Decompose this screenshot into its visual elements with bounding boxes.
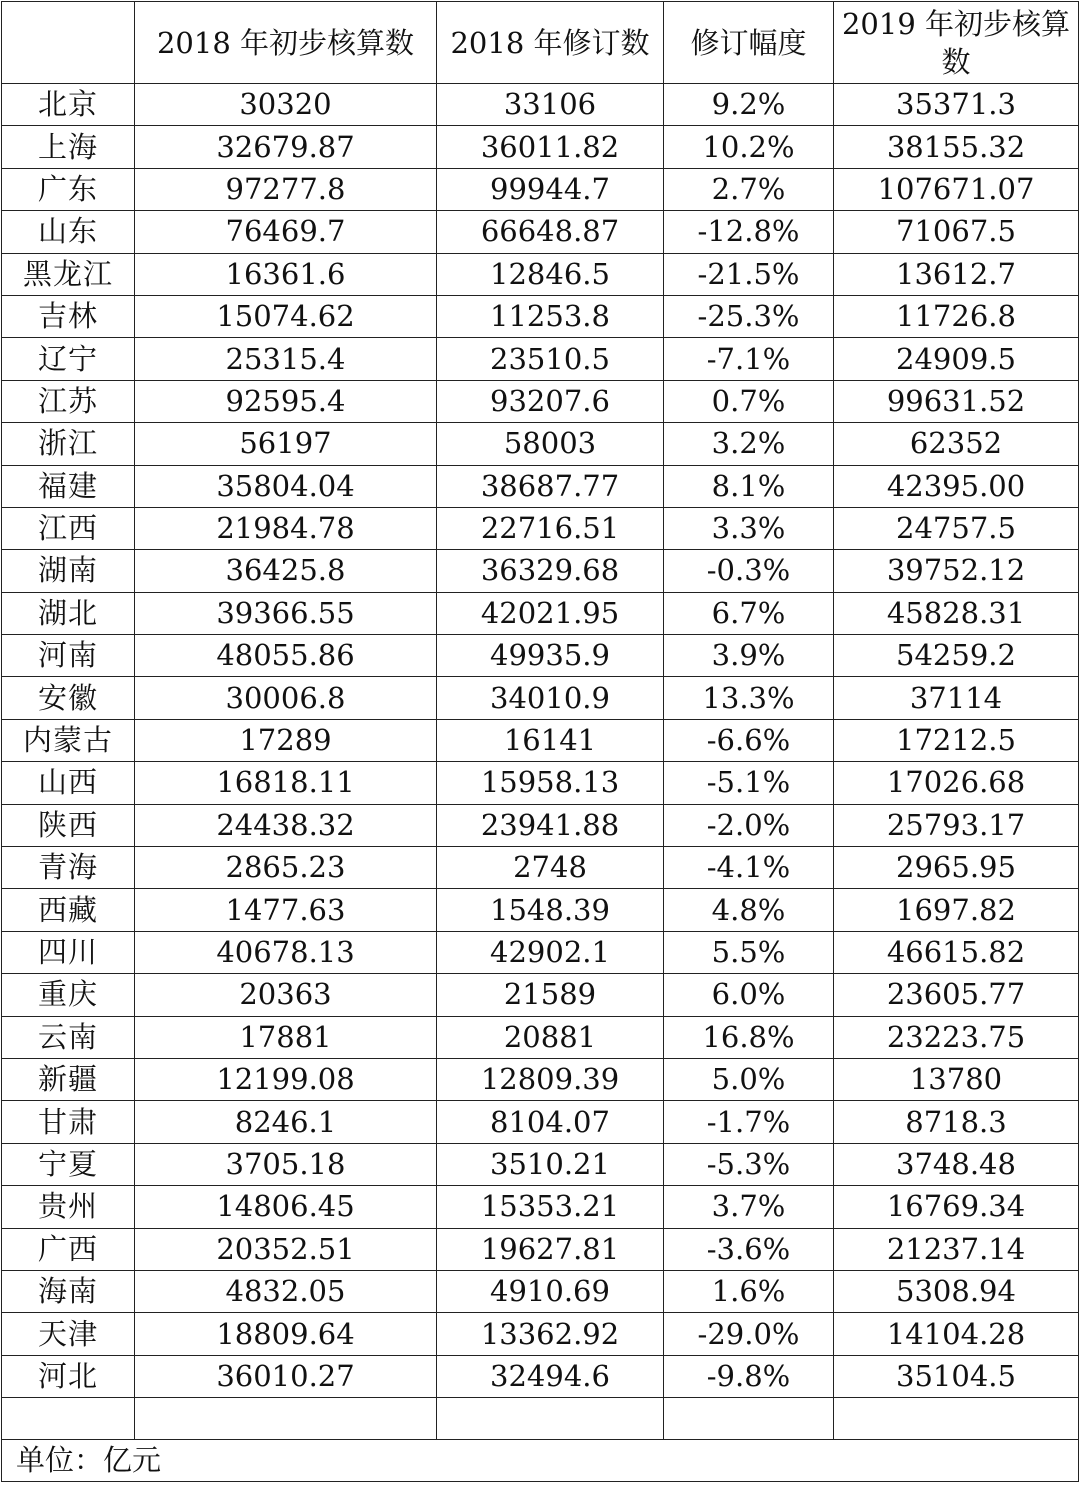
value-2018-preliminary: 76469.7 bbox=[135, 211, 437, 253]
value-2018-revised: 99944.7 bbox=[437, 168, 664, 210]
table-row bbox=[2, 550, 1079, 592]
table-row bbox=[2, 423, 1079, 465]
region-cell: 辽宁 bbox=[2, 338, 135, 380]
value-2019-preliminary: 25793.17 bbox=[834, 804, 1079, 846]
value-2018-preliminary: 14806.45 bbox=[135, 1186, 437, 1228]
table-row bbox=[2, 1058, 1079, 1100]
empty-cell bbox=[2, 1398, 135, 1440]
table-row bbox=[2, 889, 1079, 931]
region-cell: 新疆 bbox=[2, 1058, 135, 1100]
table-row bbox=[2, 465, 1079, 507]
region-cell: 广西 bbox=[2, 1228, 135, 1270]
value-revision-rate: 6.7% bbox=[664, 592, 834, 634]
value-2018-preliminary: 15074.62 bbox=[135, 295, 437, 337]
table-row bbox=[2, 1355, 1079, 1397]
region-cell: 浙江 bbox=[2, 423, 135, 465]
value-2019-preliminary: 42395.00 bbox=[834, 465, 1079, 507]
value-2018-preliminary: 97277.8 bbox=[135, 168, 437, 210]
value-revision-rate: -3.6% bbox=[664, 1228, 834, 1270]
value-2018-preliminary: 30006.8 bbox=[135, 677, 437, 719]
table-row bbox=[2, 211, 1079, 253]
header-2018-revised: 2018 年修订数 bbox=[437, 2, 664, 84]
value-revision-rate: -0.3% bbox=[664, 550, 834, 592]
value-revision-rate: 3.3% bbox=[664, 507, 834, 549]
value-2018-revised: 3510.21 bbox=[437, 1143, 664, 1185]
value-revision-rate: 1.6% bbox=[664, 1270, 834, 1312]
table-row bbox=[2, 1270, 1079, 1312]
value-revision-rate: 13.3% bbox=[664, 677, 834, 719]
value-2018-revised: 16141 bbox=[437, 719, 664, 761]
value-2018-preliminary: 18809.64 bbox=[135, 1313, 437, 1355]
value-revision-rate: -12.8% bbox=[664, 211, 834, 253]
header-2019-preliminary: 2019 年初步核算数 bbox=[834, 2, 1079, 84]
value-revision-rate: -7.1% bbox=[664, 338, 834, 380]
region-cell: 广东 bbox=[2, 168, 135, 210]
table-row bbox=[2, 804, 1079, 846]
value-revision-rate: -6.6% bbox=[664, 719, 834, 761]
value-2019-preliminary: 2965.95 bbox=[834, 847, 1079, 889]
value-2018-preliminary: 48055.86 bbox=[135, 635, 437, 677]
value-2019-preliminary: 23223.75 bbox=[834, 1016, 1079, 1058]
region-cell: 北京 bbox=[2, 84, 135, 126]
region-cell: 江西 bbox=[2, 507, 135, 549]
value-2018-preliminary: 21984.78 bbox=[135, 507, 437, 549]
value-2018-revised: 93207.6 bbox=[437, 380, 664, 422]
value-revision-rate: 2.7% bbox=[664, 168, 834, 210]
value-revision-rate: -5.1% bbox=[664, 762, 834, 804]
value-2018-revised: 21589 bbox=[437, 974, 664, 1016]
table-row bbox=[2, 1186, 1079, 1228]
value-revision-rate: -2.0% bbox=[664, 804, 834, 846]
value-2018-revised: 32494.6 bbox=[437, 1355, 664, 1397]
value-2018-preliminary: 32679.87 bbox=[135, 126, 437, 168]
header-revision-rate: 修订幅度 bbox=[664, 2, 834, 84]
value-2018-revised: 20881 bbox=[437, 1016, 664, 1058]
table-row bbox=[2, 1101, 1079, 1143]
table-body bbox=[2, 84, 1079, 1482]
value-2019-preliminary: 8718.3 bbox=[834, 1101, 1079, 1143]
region-cell: 海南 bbox=[2, 1270, 135, 1312]
value-revision-rate: 3.7% bbox=[664, 1186, 834, 1228]
value-revision-rate: 10.2% bbox=[664, 126, 834, 168]
table-row bbox=[2, 1143, 1079, 1185]
value-2019-preliminary: 35104.5 bbox=[834, 1355, 1079, 1397]
value-2019-preliminary: 62352 bbox=[834, 423, 1079, 465]
value-2019-preliminary: 45828.31 bbox=[834, 592, 1079, 634]
table-row bbox=[2, 931, 1079, 973]
value-2019-preliminary: 24757.5 bbox=[834, 507, 1079, 549]
value-2018-preliminary: 16361.6 bbox=[135, 253, 437, 295]
empty-cell bbox=[135, 1398, 437, 1440]
value-revision-rate: 5.0% bbox=[664, 1058, 834, 1100]
region-cell: 河南 bbox=[2, 635, 135, 677]
region-cell: 山东 bbox=[2, 211, 135, 253]
value-revision-rate: 16.8% bbox=[664, 1016, 834, 1058]
value-2018-preliminary: 20352.51 bbox=[135, 1228, 437, 1270]
region-cell: 云南 bbox=[2, 1016, 135, 1058]
value-2018-revised: 13362.92 bbox=[437, 1313, 664, 1355]
value-2019-preliminary: 35371.3 bbox=[834, 84, 1079, 126]
table-row bbox=[2, 253, 1079, 295]
value-revision-rate: 6.0% bbox=[664, 974, 834, 1016]
value-2018-revised: 15958.13 bbox=[437, 762, 664, 804]
value-revision-rate: 4.8% bbox=[664, 889, 834, 931]
value-revision-rate: 5.5% bbox=[664, 931, 834, 973]
value-2018-revised: 15353.21 bbox=[437, 1186, 664, 1228]
value-2019-preliminary: 13612.7 bbox=[834, 253, 1079, 295]
value-2018-preliminary: 2865.23 bbox=[135, 847, 437, 889]
value-2019-preliminary: 39752.12 bbox=[834, 550, 1079, 592]
region-cell: 宁夏 bbox=[2, 1143, 135, 1185]
value-revision-rate: -4.1% bbox=[664, 847, 834, 889]
value-2019-preliminary: 3748.48 bbox=[834, 1143, 1079, 1185]
table-row bbox=[2, 168, 1079, 210]
unit-note: 单位：亿元 bbox=[2, 1440, 1079, 1482]
value-2019-preliminary: 71067.5 bbox=[834, 211, 1079, 253]
value-2019-preliminary: 46615.82 bbox=[834, 931, 1079, 973]
region-cell: 青海 bbox=[2, 847, 135, 889]
value-2019-preliminary: 17212.5 bbox=[834, 719, 1079, 761]
value-2018-preliminary: 4832.05 bbox=[135, 1270, 437, 1312]
value-2018-preliminary: 8246.1 bbox=[135, 1101, 437, 1143]
value-2018-revised: 4910.69 bbox=[437, 1270, 664, 1312]
value-revision-rate: -5.3% bbox=[664, 1143, 834, 1185]
value-revision-rate: 8.1% bbox=[664, 465, 834, 507]
value-2018-revised: 38687.77 bbox=[437, 465, 664, 507]
region-cell: 黑龙江 bbox=[2, 253, 135, 295]
value-2018-revised: 33106 bbox=[437, 84, 664, 126]
value-2018-preliminary: 24438.32 bbox=[135, 804, 437, 846]
table-row bbox=[2, 762, 1079, 804]
value-revision-rate: 3.9% bbox=[664, 635, 834, 677]
region-cell: 四川 bbox=[2, 931, 135, 973]
value-2018-revised: 1548.39 bbox=[437, 889, 664, 931]
table-row bbox=[2, 1228, 1079, 1270]
region-cell: 天津 bbox=[2, 1313, 135, 1355]
table-row bbox=[2, 677, 1079, 719]
value-2019-preliminary: 5308.94 bbox=[834, 1270, 1079, 1312]
table-row bbox=[2, 635, 1079, 677]
table-row bbox=[2, 719, 1079, 761]
value-2018-revised: 66648.87 bbox=[437, 211, 664, 253]
region-cell: 福建 bbox=[2, 465, 135, 507]
value-2019-preliminary: 14104.28 bbox=[834, 1313, 1079, 1355]
value-2018-revised: 36329.68 bbox=[437, 550, 664, 592]
value-2018-preliminary: 3705.18 bbox=[135, 1143, 437, 1185]
value-2018-preliminary: 17881 bbox=[135, 1016, 437, 1058]
value-revision-rate: 9.2% bbox=[664, 84, 834, 126]
value-2018-revised: 42021.95 bbox=[437, 592, 664, 634]
region-cell: 陕西 bbox=[2, 804, 135, 846]
region-cell: 吉林 bbox=[2, 295, 135, 337]
header-2018-preliminary: 2018 年初步核算数 bbox=[135, 2, 437, 84]
region-cell: 山西 bbox=[2, 762, 135, 804]
region-cell: 江苏 bbox=[2, 380, 135, 422]
table-row bbox=[2, 380, 1079, 422]
value-2018-preliminary: 17289 bbox=[135, 719, 437, 761]
region-cell: 内蒙古 bbox=[2, 719, 135, 761]
table-row bbox=[2, 84, 1079, 126]
region-cell: 河北 bbox=[2, 1355, 135, 1397]
value-2019-preliminary: 107671.07 bbox=[834, 168, 1079, 210]
value-2018-preliminary: 39366.55 bbox=[135, 592, 437, 634]
value-2018-preliminary: 1477.63 bbox=[135, 889, 437, 931]
empty-row bbox=[2, 1398, 1079, 1440]
value-2019-preliminary: 38155.32 bbox=[834, 126, 1079, 168]
empty-cell bbox=[437, 1398, 664, 1440]
table-row bbox=[2, 974, 1079, 1016]
value-revision-rate: -1.7% bbox=[664, 1101, 834, 1143]
value-2019-preliminary: 37114 bbox=[834, 677, 1079, 719]
footer-row bbox=[2, 1440, 1079, 1482]
value-2019-preliminary: 16769.34 bbox=[834, 1186, 1079, 1228]
value-revision-rate: -25.3% bbox=[664, 295, 834, 337]
value-2018-preliminary: 36425.8 bbox=[135, 550, 437, 592]
value-2018-revised: 34010.9 bbox=[437, 677, 664, 719]
value-revision-rate: 0.7% bbox=[664, 380, 834, 422]
value-2018-preliminary: 16818.11 bbox=[135, 762, 437, 804]
value-2018-revised: 12846.5 bbox=[437, 253, 664, 295]
value-2018-revised: 8104.07 bbox=[437, 1101, 664, 1143]
table-row bbox=[2, 592, 1079, 634]
value-2019-preliminary: 24909.5 bbox=[834, 338, 1079, 380]
table-row bbox=[2, 847, 1079, 889]
value-2018-revised: 36011.82 bbox=[437, 126, 664, 168]
value-2018-preliminary: 20363 bbox=[135, 974, 437, 1016]
table-row bbox=[2, 507, 1079, 549]
value-2018-preliminary: 36010.27 bbox=[135, 1355, 437, 1397]
value-2018-revised: 23941.88 bbox=[437, 804, 664, 846]
table-row bbox=[2, 295, 1079, 337]
value-2018-preliminary: 92595.4 bbox=[135, 380, 437, 422]
value-2018-preliminary: 40678.13 bbox=[135, 931, 437, 973]
value-2018-preliminary: 25315.4 bbox=[135, 338, 437, 380]
region-cell: 湖南 bbox=[2, 550, 135, 592]
value-2018-revised: 12809.39 bbox=[437, 1058, 664, 1100]
value-revision-rate: -9.8% bbox=[664, 1355, 834, 1397]
value-2018-revised: 23510.5 bbox=[437, 338, 664, 380]
value-2018-preliminary: 56197 bbox=[135, 423, 437, 465]
value-2018-revised: 49935.9 bbox=[437, 635, 664, 677]
value-2018-revised: 58003 bbox=[437, 423, 664, 465]
header-row bbox=[2, 2, 1079, 84]
value-2018-revised: 22716.51 bbox=[437, 507, 664, 549]
table-row bbox=[2, 338, 1079, 380]
value-2018-preliminary: 12199.08 bbox=[135, 1058, 437, 1100]
region-cell: 重庆 bbox=[2, 974, 135, 1016]
header-region bbox=[2, 2, 135, 84]
value-2019-preliminary: 21237.14 bbox=[834, 1228, 1079, 1270]
region-cell: 湖北 bbox=[2, 592, 135, 634]
gdp-table bbox=[1, 1, 1079, 1482]
value-2019-preliminary: 13780 bbox=[834, 1058, 1079, 1100]
value-revision-rate: 3.2% bbox=[664, 423, 834, 465]
region-cell: 安徽 bbox=[2, 677, 135, 719]
value-2019-preliminary: 54259.2 bbox=[834, 635, 1079, 677]
value-2018-revised: 11253.8 bbox=[437, 295, 664, 337]
value-revision-rate: -21.5% bbox=[664, 253, 834, 295]
region-cell: 甘肃 bbox=[2, 1101, 135, 1143]
value-2018-preliminary: 35804.04 bbox=[135, 465, 437, 507]
region-cell: 西藏 bbox=[2, 889, 135, 931]
empty-cell bbox=[664, 1398, 834, 1440]
value-2018-revised: 2748 bbox=[437, 847, 664, 889]
value-2019-preliminary: 11726.8 bbox=[834, 295, 1079, 337]
value-2019-preliminary: 99631.52 bbox=[834, 380, 1079, 422]
value-2019-preliminary: 23605.77 bbox=[834, 974, 1079, 1016]
value-2019-preliminary: 17026.68 bbox=[834, 762, 1079, 804]
value-2018-revised: 42902.1 bbox=[437, 931, 664, 973]
table-row bbox=[2, 126, 1079, 168]
value-2018-preliminary: 30320 bbox=[135, 84, 437, 126]
region-cell: 贵州 bbox=[2, 1186, 135, 1228]
table-row bbox=[2, 1016, 1079, 1058]
empty-cell bbox=[834, 1398, 1079, 1440]
region-cell: 上海 bbox=[2, 126, 135, 168]
table-row bbox=[2, 1313, 1079, 1355]
value-2019-preliminary: 1697.82 bbox=[834, 889, 1079, 931]
value-revision-rate: -29.0% bbox=[664, 1313, 834, 1355]
value-2018-revised: 19627.81 bbox=[437, 1228, 664, 1270]
